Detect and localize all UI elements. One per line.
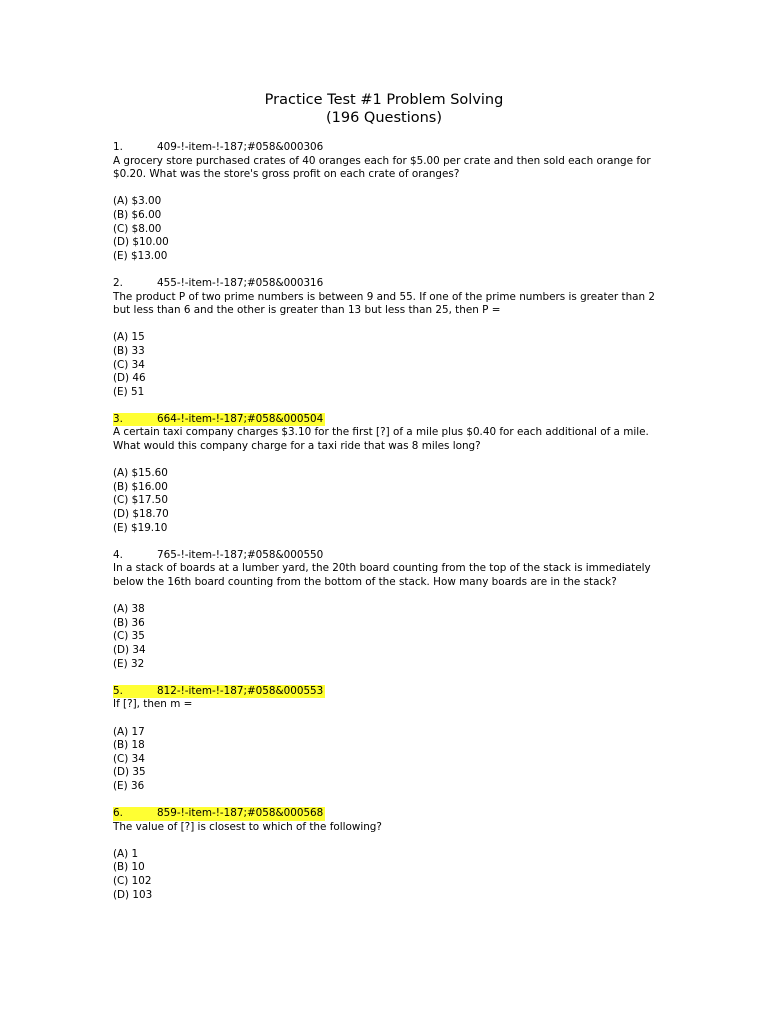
- answer-choice: (E) $13.00: [113, 249, 168, 262]
- question-number: 3.: [113, 412, 123, 425]
- question-header: [113, 277, 323, 291]
- question-number: 1.: [113, 141, 123, 153]
- question-3: [113, 413, 673, 535]
- answer-choice: (D) 46: [113, 372, 146, 385]
- answer-choice: (E) $19.10: [113, 521, 168, 534]
- question-header: [113, 413, 325, 427]
- answer-choice: (E) 32: [113, 657, 145, 670]
- title-line-1: Practice Test #1 Problem Solving: [264, 92, 504, 108]
- answer-choice: (B) $16.00: [113, 480, 168, 493]
- question-1: [113, 141, 673, 263]
- question-code: 859-!-item-!-187;#058&000568: [157, 807, 324, 820]
- answer-choice: (A) 15: [113, 331, 145, 344]
- document-title: [0, 91, 768, 127]
- question-text: A grocery store purchased crates of 40 oranges each for $5.00 per crate and then sold each orange for $0.20. What was the store's gross profit on each crate of oranges?: [113, 154, 651, 181]
- question-text: The value of [?] is closest to which of the following?: [113, 820, 382, 833]
- question-header: [113, 141, 323, 155]
- question-code: 409-!-item-!-187;#058&000306: [157, 141, 324, 153]
- answer-choice: (D) 34: [113, 643, 146, 656]
- answer-choice: (A) 1: [113, 847, 139, 860]
- question-code: 664-!-item-!-187;#058&000504: [157, 412, 324, 425]
- answer-choices: [113, 603, 673, 671]
- answer-choice: (B) 18: [113, 739, 145, 752]
- answer-choices: [113, 726, 673, 794]
- answer-choice: (A) 17: [113, 725, 145, 738]
- question-text: If [?], then m =: [113, 698, 193, 711]
- answer-choices: [113, 195, 673, 263]
- answer-choices: [113, 331, 673, 399]
- answer-choice: (B) 10: [113, 861, 145, 874]
- question-header: [113, 685, 325, 699]
- question-4: [113, 549, 673, 671]
- question-number: 6.: [113, 807, 123, 820]
- question-header: [113, 807, 325, 821]
- question-number: 2.: [113, 276, 123, 289]
- answer-choice: (C) 102: [113, 875, 152, 888]
- answer-choice: (A) $3.00: [113, 195, 162, 208]
- answer-choice: (C) $17.50: [113, 494, 169, 507]
- answer-choice: (D) 35: [113, 766, 146, 779]
- answer-choice: (C) 35: [113, 630, 145, 643]
- question-header: [113, 549, 323, 563]
- answer-choice: (A) 38: [113, 603, 145, 616]
- question-2: [113, 277, 673, 399]
- answer-choice: (C) 34: [113, 358, 145, 371]
- answer-choice: (D) 103: [113, 888, 153, 901]
- answer-choice: (E) 36: [113, 779, 145, 792]
- question-6: [113, 807, 673, 902]
- answer-choice: (C) 34: [113, 752, 145, 765]
- question-number: 4.: [113, 548, 123, 561]
- title-line-2: (196 Questions): [325, 110, 442, 126]
- question-list: [113, 141, 673, 916]
- question-code: 812-!-item-!-187;#058&000553: [157, 684, 324, 697]
- question-code: 765-!-item-!-187;#058&000550: [157, 548, 324, 561]
- question-text: The product P of two prime numbers is between 9 and 55. If one of the prime numbers is greater than 2 but less than 6 and the other is greater than 13 but less than 25, then P =: [113, 290, 656, 317]
- answer-choice: (E) 51: [113, 385, 145, 398]
- answer-choices: [113, 848, 673, 902]
- question-number: 5.: [113, 684, 123, 697]
- answer-choice: (C) $8.00: [113, 222, 162, 235]
- answer-choices: [113, 467, 673, 535]
- answer-choice: (A) $15.60: [113, 467, 168, 480]
- answer-choice: (B) 33: [113, 344, 145, 357]
- question-5: [113, 685, 673, 794]
- answer-choice: (B) $6.00: [113, 208, 162, 221]
- question-text: A certain taxi company charges $3.10 for the first [?] of a mile plus $0.40 for each additional of a mile. What would this company charge for a taxi ride that was 8 miles long?: [113, 426, 649, 453]
- answer-choice: (D) $10.00: [113, 236, 169, 249]
- question-text: In a stack of boards at a lumber yard, the 20th board counting from the top of the stack is immediately below the 16th board counting from the bottom of the stack. How many boards are in the stack?: [113, 562, 651, 588]
- question-code: 455-!-item-!-187;#058&000316: [157, 276, 324, 289]
- answer-choice: (D) $18.70: [113, 508, 169, 521]
- answer-choice: (B) 36: [113, 616, 145, 629]
